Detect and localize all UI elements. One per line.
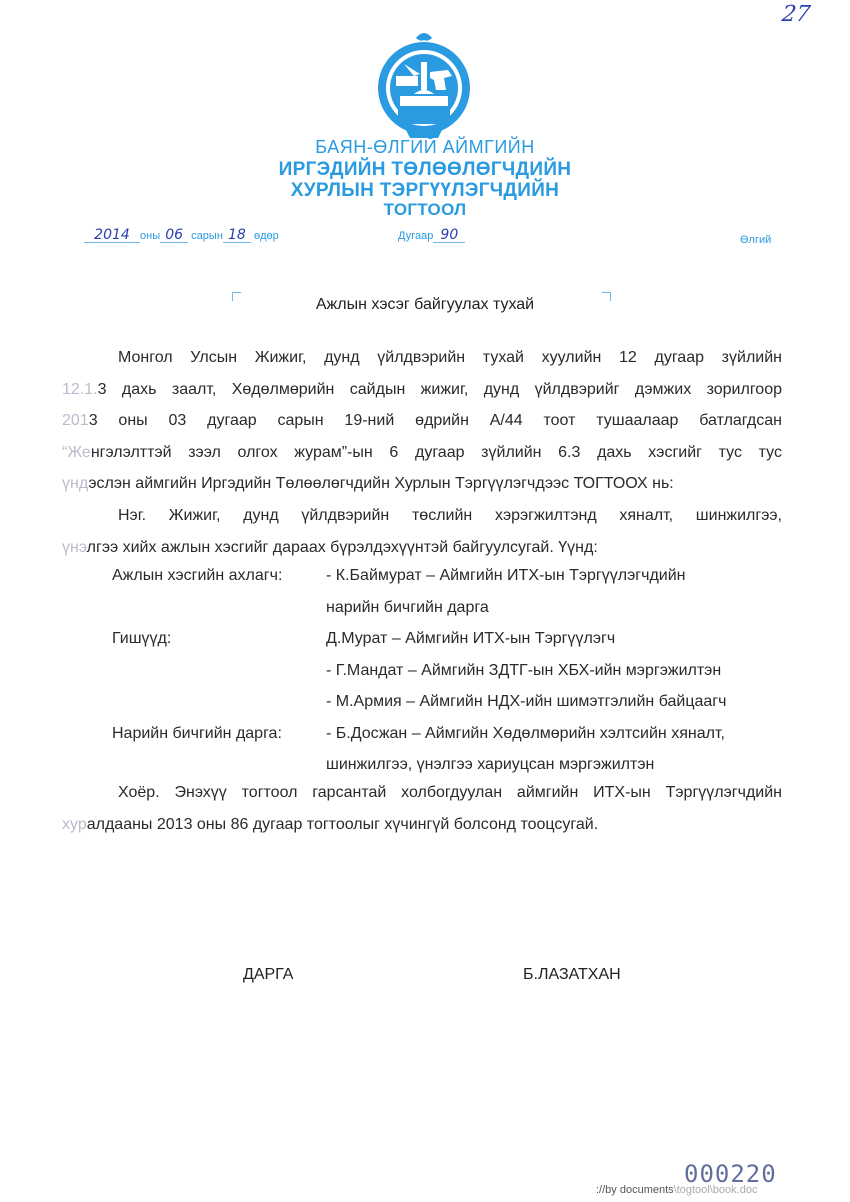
roster-role xyxy=(112,592,326,624)
header-presidium-title: ХУРЛЫН ТЭРГҮҮЛЭГЧДИЙН xyxy=(290,180,560,201)
roster-row xyxy=(112,718,792,750)
date-day-label: өдөр xyxy=(253,230,279,242)
roster-member: нарийн бичгийн дарга xyxy=(326,598,489,616)
document-title: Ажлын хэсэг байгуулах тухай xyxy=(315,296,535,313)
resolution-number-field xyxy=(398,228,465,243)
clause-two-line: хуралдааны 2013 оны 86 дугаар тогтоолыг хүчингүй болсонд тооцсугай. xyxy=(62,815,599,833)
date-year-label: оны xyxy=(140,230,161,242)
clause-one-paragraph xyxy=(62,500,782,563)
signature-name: Б.ЛАЗАТХАН xyxy=(523,966,621,983)
preamble-line: үндэслэн аймгийн Иргэдийн Төлөөлөгчдийн Хурлын Тэргүүлэгчдээс ТОГТООХ нь: xyxy=(62,475,674,492)
clause-one-line: Нэг. Жижиг, дунд үйлдвэрийн төслийн хэрэгжилтэнд хяналт, шинжилгээ, xyxy=(118,507,782,524)
roster-role xyxy=(112,655,326,687)
roster-member: - М.Армия – Аймгийн НДХ-ийн шимэтгэлийн байцаагч xyxy=(326,693,727,710)
preamble-paragraph xyxy=(62,342,782,500)
roster-role: Гишүүд: xyxy=(112,630,172,647)
header-council-title: ИРГЭДИЙН ТӨЛӨӨЛӨГЧДИЙН xyxy=(278,159,572,180)
working-group-roster xyxy=(112,560,792,781)
roster-member: - К.Баймурат – Аймгийн ИТХ-ын Тэргүүлэгчдийн xyxy=(326,567,686,584)
roster-row xyxy=(112,655,792,687)
roster-role: Ажлын хэсгийн ахлагч: xyxy=(112,567,283,584)
preamble-line: 12.1.3 дахь заалт, Хөдөлмөрийн сайдын жижиг, дунд үйлдвэрийг дэмжих зорилгоор xyxy=(62,380,782,398)
clause-two-line: Хоёр. Энэхүү тогтоол гарсантай холбогдуулан аймгийн ИТХ-ын Тэргүүлэгчдийн xyxy=(118,784,782,801)
roster-member: шинжилгээ, үнэлгээ хариуцсан мэргэжилтэн xyxy=(326,756,655,773)
roster-row xyxy=(112,623,792,655)
resolution-number: 90 xyxy=(433,228,465,243)
roster-role: Нарийн бичгийн дарга: xyxy=(112,724,282,742)
footer-file-path: ://by documents\togtool\book.doc xyxy=(596,1184,758,1196)
handwritten-page-number: 27 xyxy=(780,2,812,27)
roster-row xyxy=(112,592,792,624)
roster-row xyxy=(112,686,792,718)
preamble-line: 2013 оны 03 дугаар сарын 19-ний өдрийн А/44 тоот тушаалаар батлагдсан xyxy=(62,412,782,429)
roster-row xyxy=(112,749,792,781)
header-resolution-title: ТОГТООЛ xyxy=(383,200,467,219)
header-province-title: БАЯН-ӨЛГИЙ АЙМГИЙН xyxy=(315,137,535,157)
clause-two-paragraph xyxy=(62,777,782,840)
date-month-label: сарын xyxy=(191,230,223,242)
roster-member: Д.Мурат – Аймгийн ИТХ-ын Тэргүүлэгч xyxy=(326,630,616,647)
preamble-line: Монгол Улсын Жижиг, дунд үйлдвэрийн тухай хуулийн 12 дугаар зүйлийн xyxy=(118,349,782,366)
clause-one-line: үнэлгээ хийх ажлын хэсгийг дараах бүрэлдэхүүнтэй байгуулсугай. Үүнд: xyxy=(62,538,598,556)
date-field xyxy=(84,228,279,243)
roster-role xyxy=(112,686,326,718)
resolution-number-label: Дугаар xyxy=(398,230,434,242)
roster-member: - Г.Мандат – Аймгийн ЗДТГ-ын ХБХ-ийн мэргэжилтэн xyxy=(326,661,722,679)
roster-member: - Б.Досжан – Аймгийн Хөдөлмөрийн хэлтсийн хяналт, xyxy=(326,724,725,742)
preamble-line: “Женгэлэлттэй зээл олгох журам”-ын 6 дугаар зүйлийн 6.3 дахь хэсгийг тус тус xyxy=(62,443,782,461)
date-month: 06 xyxy=(160,228,188,243)
stamp-serial-number: 000220 xyxy=(684,1160,777,1188)
date-day: 18 xyxy=(223,228,251,243)
date-year: 2014 xyxy=(84,228,140,243)
mongolia-state-emblem-icon xyxy=(374,30,474,142)
signature-role: ДАРГА xyxy=(243,966,294,983)
roster-role xyxy=(112,749,326,781)
place-label: Өлгий xyxy=(740,234,772,246)
roster-row xyxy=(112,560,792,592)
